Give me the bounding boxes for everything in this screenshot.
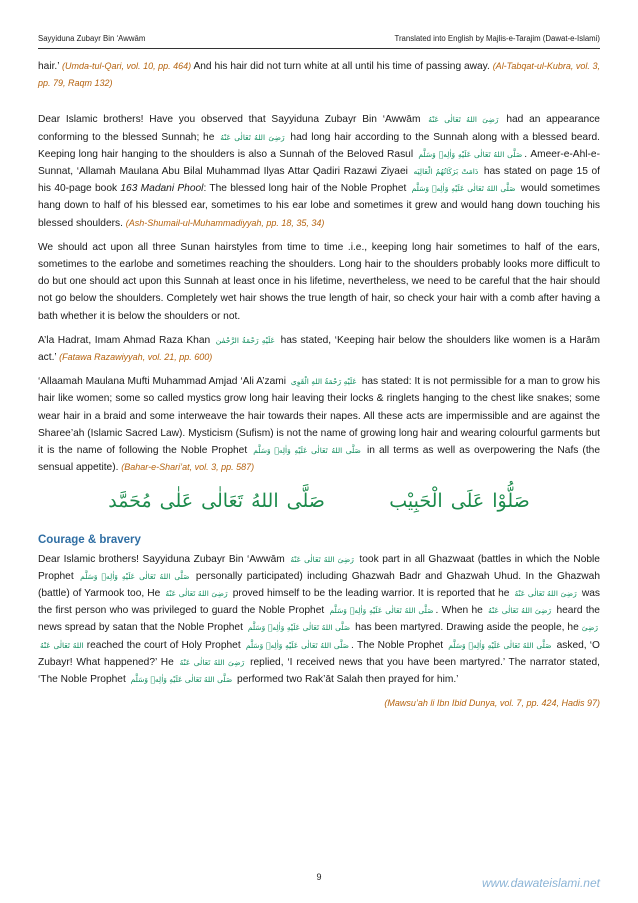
arabic-honorific: رَضِیَ اللهُ تَعَالٰی عَنْهُ bbox=[290, 554, 354, 564]
text: . When he bbox=[435, 605, 483, 617]
arabic-honorific: صَلَّی اللهُ تَعَالٰی عَلَیْهِ وَاٰلِهٖ وَسَلَّم bbox=[329, 606, 434, 616]
durood-right: صَلَّی اللهُ تَعَالٰی عَلٰی مُحَمَّد bbox=[108, 490, 325, 513]
text: . Ameer-e-Ahl-e-Sunnat, ‘Allamah Maulana Abu Bilal Muhammad Ilyas Attar Qadiri Razawi Ziyaei bbox=[38, 148, 600, 178]
text: hair.’ bbox=[38, 61, 60, 72]
arabic-honorific: رَضِیَ اللهُ تَعَالٰی عَنْهُ bbox=[428, 115, 499, 125]
arabic-honorific: صَلَّی اللهُ تَعَالٰی عَلَیْهِ وَاٰلِهٖ وَسَلَّم bbox=[245, 640, 349, 650]
reference: (Al-Tabqat-ul-Kubra, vol. 3, pp. 79, Raqm 132) bbox=[38, 61, 600, 89]
text: A’la Hadrat, Imam Ahmad Raza Khan bbox=[38, 334, 211, 346]
arabic-honorific: صَلَّی اللهُ تَعَالٰی عَلَیْهِ وَاٰلِهٖ وَسَلَّم bbox=[418, 149, 523, 159]
text: proved himself to be the leading warrior. It is reported that he bbox=[232, 588, 510, 600]
section-heading: Courage & bravery bbox=[38, 534, 141, 547]
paragraph-6 bbox=[38, 551, 600, 689]
website-url[interactable]: www.dawateislami.net bbox=[481, 876, 600, 890]
text: has stated, ‘Keeping hair below the shoulders like women is a Harām act.’ bbox=[38, 334, 600, 364]
arabic-honorific: رَضِیَ اللهُ تَعَالٰی عَنْهُ bbox=[514, 589, 577, 599]
text: . The Noble Prophet bbox=[350, 639, 444, 651]
arabic-honorific: عَلَیْهِ رَحْمَةُ الرَّحْمٰن bbox=[215, 335, 275, 345]
text: personally participated) including Ghazwah Badr and Ghazwah Uhud. In the Ghazwah (battle) of Yarmook too, He bbox=[38, 570, 600, 600]
text: asked, ‘O Zubayr! What happened?’ He bbox=[38, 639, 600, 668]
paragraph-5 bbox=[38, 373, 600, 476]
spacer bbox=[38, 99, 600, 111]
page-body bbox=[38, 58, 600, 713]
text: Dear Islamic brothers! Have you observed that Sayyiduna Zubayr Bin ‘Awwām bbox=[38, 114, 421, 126]
arabic-honorific: صَلَّی اللهُ تَعَالٰی عَلَیْهِ وَاٰلِهٖ وَسَلَّم bbox=[448, 640, 552, 650]
text: ‘Allaamah Maulana Mufti Muhammad Amjad ‘Ali A’zami bbox=[38, 376, 287, 388]
arabic-honorific: صَلَّی اللهُ تَعَالٰی عَلَیْهِ وَاٰلِهٖ وَسَلَّم bbox=[130, 675, 233, 685]
text: : The blessed long hair of the Noble Prophet bbox=[203, 183, 407, 195]
text: in all terms as well as overpowering the Nafs (the sensual appetite). bbox=[38, 445, 600, 474]
arabic-honorific: رَضِیَ اللهُ تَعَالٰی عَنْهُ bbox=[179, 657, 245, 667]
arabic-honorific: صَلَّی اللهُ تَعَالٰی عَلَیْهِ وَاٰلِهٖ وَسَلَّم bbox=[247, 623, 351, 633]
text: replied, ‘I received news that you have been martyred.’ The narrator stated, ‘The Noble Prophet bbox=[38, 656, 600, 686]
closing-reference: (Mawsu’ah li Ibn Ibid Dunya, vol. 7, pp. 424, Hadis 97) bbox=[384, 698, 600, 709]
header-translator-credit: Translated into English by Majlis-e-Tarajim (Dawat-e-Islami) bbox=[394, 34, 600, 43]
text: had an appearance conforming to the blessed Sunnah; he bbox=[38, 114, 600, 143]
running-header bbox=[38, 22, 600, 49]
arabic-honorific: دَامَتْ بَرَكَاتُهُمُ الْعَالِیَه bbox=[413, 167, 479, 177]
paragraph-1 bbox=[38, 58, 600, 92]
text: Dear Islamic brothers! Sayyiduna Zubayr Bin ‘Awwām bbox=[38, 553, 285, 565]
paragraph-2 bbox=[38, 111, 600, 231]
text: had long hair according to the Sunnah along with a blessed beard. Keeping long hair hanging to the shoulders is also a Sunnah of the Beloved Rasul bbox=[38, 131, 600, 160]
text: And his hair did not turn white at all until his time of passing away. bbox=[193, 61, 490, 72]
durood-left: صَلُّوْا عَلَی الْحَبِیْب bbox=[389, 490, 530, 513]
text: has stated on page 15 of his 40-page book bbox=[38, 166, 600, 195]
arabic-honorific: رَضِیَ اللهُ تَعَالٰی عَنْهُ bbox=[40, 623, 598, 650]
text: performed two Rak’āt Salah then prayed for him.’ bbox=[237, 674, 459, 686]
book-title: 163 Madani Phool bbox=[120, 183, 204, 195]
arabic-honorific: صَلَّی اللهُ تَعَالٰی عَلَیْهِ وَاٰلِهٖ وَسَلَّم bbox=[253, 446, 361, 456]
text: would sometimes hang down to half of his blessed ear, sometimes to his ear lobe and sometimes it grew and would hang down touching his blessed shoulders. bbox=[38, 183, 600, 229]
reference: (Umda-tul-Qari, vol. 10, pp. 464) bbox=[62, 61, 192, 71]
arabic-honorific: عَلَیْهِ رَحْمَةُ اللهِ الْقَوِی bbox=[290, 377, 357, 387]
text: reached the court of Holy Prophet bbox=[86, 639, 241, 651]
reference: (Bahar-e-Shari’at, vol. 3, pp. 587) bbox=[121, 462, 255, 473]
text: took part in all Ghazwaat (battles in which the Noble Prophet bbox=[38, 553, 600, 582]
arabic-honorific: صَلَّی اللهُ تَعَالٰی عَلَیْهِ وَاٰلِهٖ وَسَلَّم bbox=[411, 184, 516, 194]
reference: (Ash-Shumail-ul-Muhammadiyyah, pp. 18, 35, 34) bbox=[125, 217, 325, 228]
text: has been martyred. Drawing aside the people, he bbox=[355, 622, 579, 634]
paragraph-4 bbox=[38, 332, 600, 366]
durood-line bbox=[38, 486, 600, 516]
text: was the first person who was privileged to guard the Noble Prophet bbox=[38, 588, 600, 617]
text: heard the news spread by satan that the Noble Prophet bbox=[38, 605, 600, 634]
page-number: 9 bbox=[316, 872, 322, 882]
reference: (Fatawa Razawiyyah, vol. 21, pp. 600) bbox=[59, 352, 213, 363]
arabic-honorific: رَضِیَ اللهُ تَعَالٰی عَنْهُ bbox=[220, 132, 285, 142]
header-book-title: Sayyiduna Zubayr Bin ‘Awwām bbox=[38, 34, 146, 43]
arabic-honorific: رَضِیَ اللهُ تَعَالٰی عَنْهُ bbox=[488, 606, 552, 616]
text: has stated: It is not permissible for a man to grow his hair like women; some so called mystics grow long hair leaving their locks & ringlets hanging to the chest like snakes; some wear hair in a braid and some interweave the hair towards their napes. All these acts are impermissible and are against the Sharee’ah (Islamic Sacred Law). Mysticism (Sufism) is not the name of growing long hair and wearing colourful garments but it is the name of following the Noble Prophet bbox=[38, 376, 600, 457]
arabic-honorific: صَلَّی اللهُ تَعَالٰی عَلَیْهِ وَاٰلِهٖ وَسَلَّم bbox=[80, 571, 190, 581]
arabic-honorific: رَضِیَ اللهُ تَعَالٰی عَنْهُ bbox=[165, 589, 228, 599]
paragraph-3: We should act upon all three Sunan hairstyles from time to time .i.e., keeping long hair sometimes to half of the ears, sometimes to the earlobe and sometimes reaching the shoulders. Long hair to the shoulders probably looks more difficult to do but one should act upon this Sunnah at least once in his lifetime, nevertheless, we need to be careful that the hair should not go below the shoulders. Completely wet hair shows the true length of hair, so check your hair with a comb after having a bath whether it is below the shoulders or not. bbox=[38, 241, 600, 322]
